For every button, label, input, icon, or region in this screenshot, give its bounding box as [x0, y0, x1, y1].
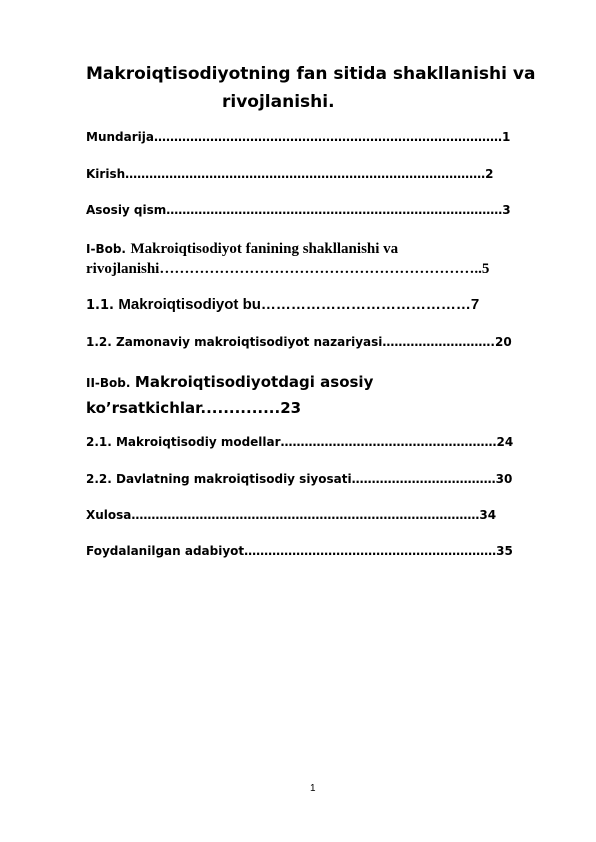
toc-entry-section-2-1[interactable]: 2.1. Makroiqtisodiy modellar………………………………………………24: [86, 435, 514, 449]
toc-entry-kirish[interactable]: Kirish………………………………………………………………………………2: [86, 167, 494, 181]
toc-entry-section-1-2[interactable]: 1.2. Zamonaviy makroiqtisodiyot nazariyasi……………………….20: [86, 335, 512, 349]
toc-entry-section-1-1[interactable]: 1.1. Makroiqtisodiyot bu……………………………………7: [86, 296, 480, 313]
page-number: 1: [310, 783, 316, 794]
toc-entry-bibliography[interactable]: Foydalanilgan adabiyot………………………………………………………35: [86, 544, 513, 558]
toc-entry-asosiy-qism[interactable]: Asosiy qism…………………………………………………………………………3: [86, 203, 511, 217]
toc-entry-xulosa[interactable]: Xulosa……………………………………………………………………………34: [86, 508, 497, 522]
toc-entry-mundarija[interactable]: Mundarija……………………………………………………………………………1: [86, 130, 511, 144]
document-title: [86, 60, 556, 116]
title-line-1: Makroiqtisodiyotning fan sitida shakllanishi va: [86, 64, 536, 84]
toc-entry-chapter-2[interactable]: II-Bob. Makroiqtisodiyotdagi asosiy ko’rsatkichlar..............23: [86, 373, 374, 417]
toc-entry-chapter-1[interactable]: I-Bob. Makroiqtisodiyot fanining shakllanishi va rivojlanishi………………………………………………………..5: [86, 241, 490, 277]
toc-entry-section-2-2[interactable]: 2.2. Davlatning makroiqtisodiy siyosati………………………………30: [86, 472, 513, 486]
title-line-2: rivojlanishi.: [222, 92, 335, 112]
